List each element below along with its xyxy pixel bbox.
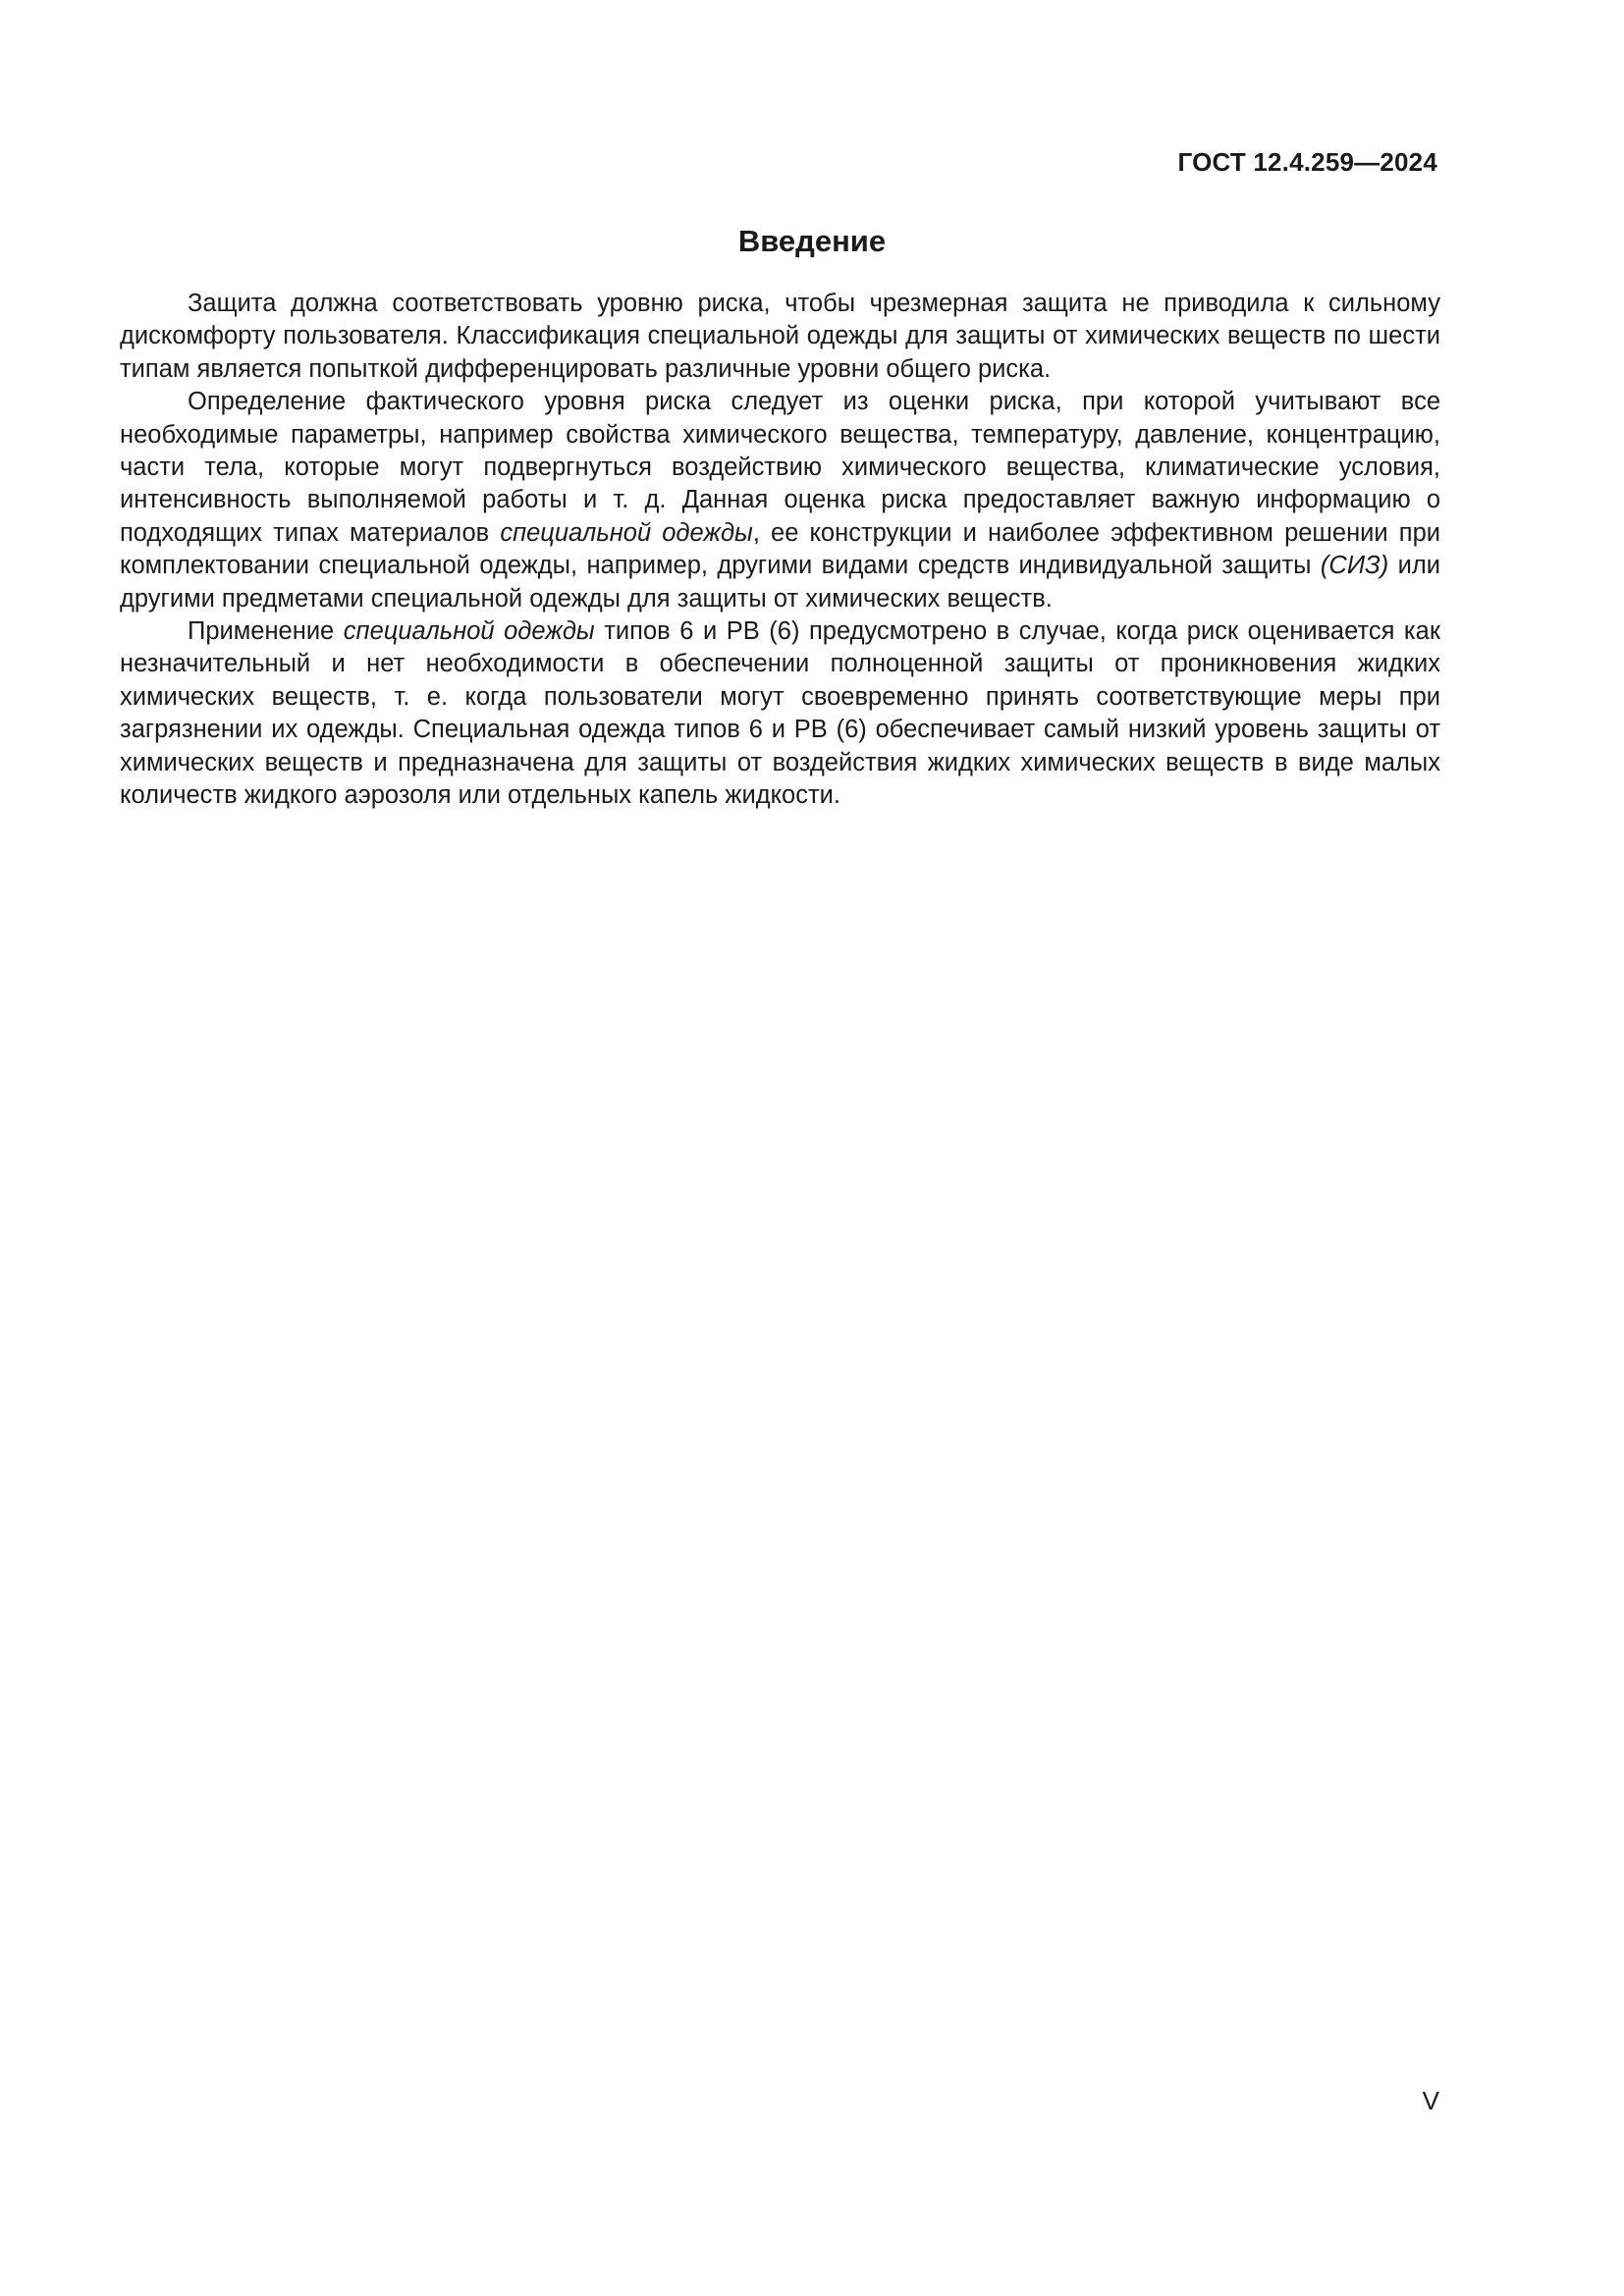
paragraph-3-emphasis-1: специальной одежды xyxy=(343,617,595,646)
paragraph-3-part2: типов 6 и PB (6) предусмотрено в случае, когда риск оценивается как незначительный и нет необходимости в обеспечении полноценной защиты от проникновения жидких химических веществ, т. е. когда пользователи могут своевременно принять соответствующие меры при загрязнении их одежды. Специальная одежда типов 6 и PB (6) обеспечивает самый низкий уровень защиты от химических веществ и предназначена для защиты от воздействия жидких химических веществ в виде малых количеств жидкого аэрозоля или отдельных капель жидкости. xyxy=(120,617,1440,810)
paragraph-2-part1: Определение фактического уровня риска следует из оценки риска, при которой учитывают все необходимые параметры, например свойства химического вещества, температуру, давление, концентрацию, части тела, которые могут подвергнуться воздействию химического вещества, климатические условия, интенсивность выполняемой работы и т. д. Данная оценка риска предоставляет важную информацию о подходящих типах материалов xyxy=(120,388,1440,547)
paragraph-1-text: Защита должна соответствовать уровню риска, чтобы чрезмерная защита не приводила к сильному дискомфорту пользователя. Классификация специальной одежды для защиты от химических веществ по шести типам является попыткой дифференцировать различные уровни общего риска. xyxy=(120,290,1440,383)
page-number: V xyxy=(1422,2086,1439,2115)
paragraph-2-part2: , ее конструкции и наиболее эффективном решении при комплектовании специальной одежды, например, другими видами средств индивидуальной защиты xyxy=(120,518,1440,580)
body-text xyxy=(120,288,1440,813)
paragraph-2-part3: или другими предметами специальной одежды для защиты от химических веществ. xyxy=(120,552,1441,613)
paragraph-1 xyxy=(120,288,1440,386)
document-code: ГОСТ 12.4.259—2024 xyxy=(1177,147,1437,177)
paragraph-2-emphasis-2: (СИЗ) xyxy=(1320,552,1389,580)
paragraph-2-emphasis-1: специальной одежды xyxy=(500,518,753,547)
paragraph-2 xyxy=(120,386,1440,615)
paragraph-3 xyxy=(120,615,1440,812)
paragraph-3-part1: Применение xyxy=(188,617,344,646)
section-title: Введение xyxy=(737,224,887,258)
